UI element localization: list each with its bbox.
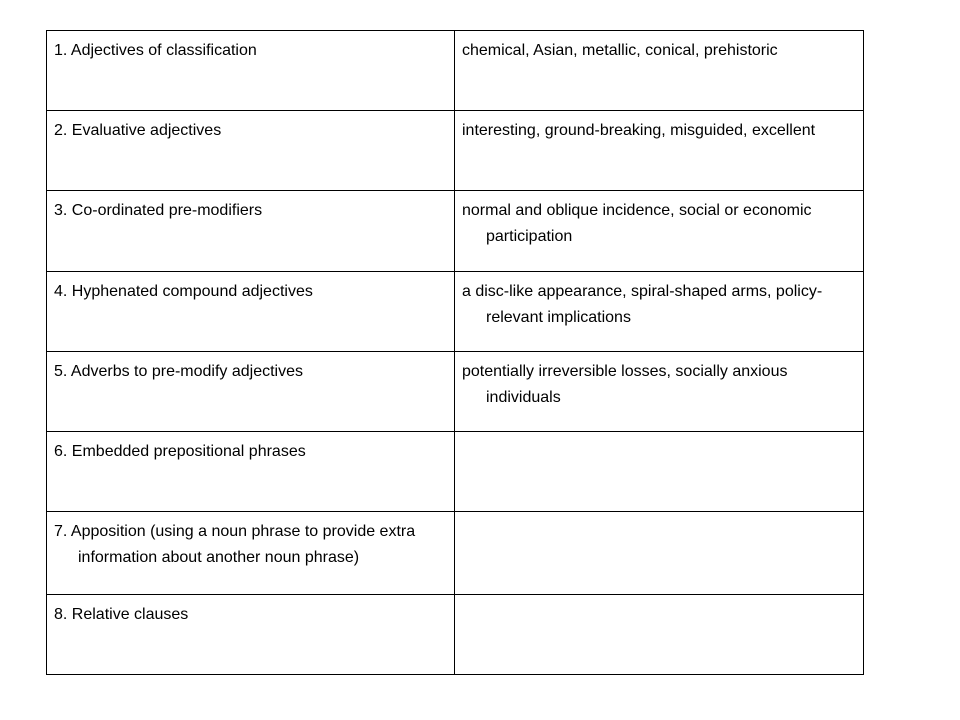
category-cell [47,191,455,271]
table-row [47,594,864,674]
examples-text: potentially irreversible losses, socially anxious individuals [462,362,788,406]
premodifier-table [46,30,864,675]
examples-cell [455,271,864,351]
category-cell [47,271,455,351]
category-cell [47,432,455,512]
examples-cell [455,351,864,431]
examples-cell [455,432,864,512]
category-cell [47,351,455,431]
examples-cell [455,512,864,594]
category-text: 2. Evaluative adjectives [54,122,222,140]
examples-text: chemical, Asian, metallic, conical, prehistoric [462,42,778,59]
examples-text: interesting, ground-breaking, misguided, excellent [462,122,816,140]
examples-cell [455,31,864,111]
table-row [47,31,864,111]
examples-cell [455,594,864,674]
category-text: 5. Adverbs to pre-modify adjectives [54,362,304,380]
table-row [47,512,864,594]
category-text: 4. Hyphenated compound adjectives [54,282,313,300]
examples-cell [455,111,864,191]
category-cell [47,31,455,111]
table-row [47,191,864,271]
category-cell [47,512,455,594]
category-text: 3. Co-ordinated pre-modifiers [54,202,263,220]
category-text: 1. Adjectives of classification [54,42,257,59]
category-text: 8. Relative clauses [54,605,189,623]
examples-cell [455,191,864,271]
category-text: 7. Apposition (using a noun phrase to provide extra information about another noun phrase) [54,523,416,567]
examples-text: normal and oblique incidence, social or economic participation [462,202,812,246]
category-cell [47,111,455,191]
table-row [47,351,864,431]
table-row [47,432,864,512]
examples-text: a disc-like appearance, spiral-shaped arms, policy-relevant implications [462,282,823,326]
table-row [47,271,864,351]
category-cell [47,594,455,674]
category-text: 6. Embedded prepositional phrases [54,443,306,461]
table-row [47,111,864,191]
